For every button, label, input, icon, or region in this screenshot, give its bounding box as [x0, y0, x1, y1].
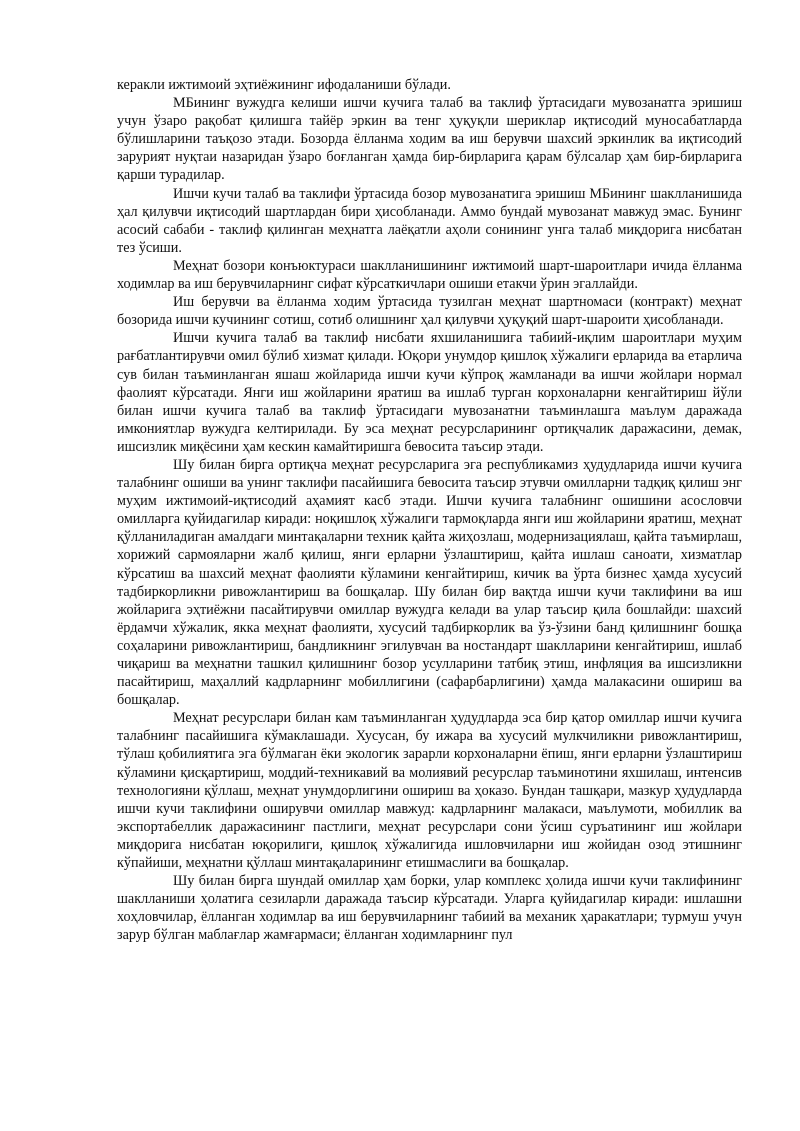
paragraph: Ишчи кучи талаб ва таклифи ўртасида бозор мувозанатига эришиш МБининг шаклланишида ҳал қилувчи иқтисодий шартлардан бири ҳисобланади. Аммо бундай мувозанат мавжуд эмас. Бунинг асосий сабаби - таклиф қилинган меҳнатга лаёқатли аҳоли сонининг унга талаб миқдорига нисбатан тез ўсиши.: [117, 185, 742, 256]
paragraph: Шу билан бирга ортиқча меҳнат ресурсларига эга республикамиз ҳудудларида ишчи кучига талабнинг ошиши ва унинг таклифи пасайишига бевосита таъсир этувчи омилларни тадқиқ қилиш энг муҳим ижтимоий-иқтисодий аҳамият касб этади. Ишчи кучига талабнинг ошишини асословчи омилларга қуйидагилар киради: ноқишлоқ хўжалиги тармоқларда янги иш жойларини яратиш, меҳнат қўлланиладиган амалдаги минтақаларни техник қайта жиҳозлаш, модернизациялаш, қайта таъмирлаш, хорижий сармояларни жалб қилиш, янги ерларни ўзлаштириш, қайта ишлаш саноати, хизматлар кўрсатиш ва шахсий меҳнат фаолияти кўламини кенгайтириш, кичик ва ўрта бизнес ҳамда хусусий тадбиркорликни ривожлантириш ва бошқалар. Шу билан бир вақтда ишчи кучи таклифини ва иш жойларига эҳтиёжни пасайтирувчи омиллар вужудга келади ва улар таъсир қила бошлайди: шахсий ёрдамчи хўжалик, якка меҳнат фаолияти, хусусий тадбиркорлик ва ўз-ўзини банд қилишнинг бошқа соҳаларини ривожлантириш, бандликнинг эгилувчан ва ностандарт шаклларини кенгайтириш, ишлаб чиқариш ва меҳнатни ташкил қилишнинг бозор усулларини татбиқ этиш, инфляция ва ишсизликни пасайтириш, маҳаллий кадрларнинг мобиллигини (сафарбарлигини) ҳамда малакасини ошириш ва бошқалар.: [117, 456, 742, 709]
paragraph: МБининг вужудга келиши ишчи кучига талаб ва таклиф ўртасидаги мувозанатга эришиш учун ўзаро рақобат қилишга тайёр эркин ва тенг ҳуқуқли шериклар иқтисодий муносабатларда бўлишларини таъқозо этади. Бозорда ёлланма ходим ва иш берувчи шахсий эркинлик ва иқтисодий зарурият нуқтаи назаридан ўзаро боғланган ҳамда бир-бирларига қарам бўлсалар ҳам бир-бирларига қарши турадилар.: [117, 95, 742, 184]
paragraph: Ишчи кучига талаб ва таклиф нисбати яхшиланишига табиий-иқлим шароитлари муҳим рағбатлантирувчи омил бўлиб хизмат қилади. Юқори унумдор қишлоқ хўжалиги ерларида ва етарлича сув билан таъминланган яшаш жойларида ишчи кучи кўпроқ жамланади ва ишчи жойлари нормал фаолият кўрсатади. Янги иш жойларини яратиш ва ишлаб турган корхоналарни кенгайтириш йўли билан ишчи кучига талаб ва таклиф ўртасидаги мувозанатни таъминлашга маълум даражада имкониятлар вужудга келтирилади. Бу эса меҳнат ресурсларининг ортиқчалик даражасини, демак, ишсизлик миқёсини ҳам кескин камайтиришга бевосита таъсир этади.: [117, 330, 742, 455]
paragraph: Шу билан бирга шундай омиллар ҳам борки, улар комплекс ҳолида ишчи кучи таклифининг шаклланиши ҳолатига сезиларли даражада таъсир кўрсатади. Уларга қуйидагилар киради: ишлашни хоҳловчилар, ёлланган ходимлар ва иш берувчиларнинг табиий ва механик ҳаракатлари; турмуш учун зарур бўлган маблағлар жамғармаси; ёлланган ходимларнинг пул: [117, 873, 742, 944]
paragraph: Иш берувчи ва ёлланма ходим ўртасида тузилган меҳнат шартномаси (контракт) меҳнат бозорида ишчи кучининг сотиш, сотиб олишнинг ҳал қилувчи ҳуқуқий шарт-шароити ҳисобланади.: [117, 294, 742, 329]
paragraph: Меҳнат ресурслари билан кам таъминланган ҳудудларда эса бир қатор омиллар ишчи кучига талабнинг пасайишига кўмаклашади. Хусусан, бу ижара ва хусусий мулкчиликни ривожлантириш, тўлаш қобилиятига эга бўлмаган ёки экологик зарарли корхоналарни ёпиш, янги ерларни ўзлаштириш кўламини қисқартириш, моддий-техникавий ва молиявий ресурслар таъминотини яхшилаш, интенсив технологияни қўллаш, меҳнат унумдорлигини ошириш ва ҳоказо. Бундан ташқари, мазкур ҳудудларда ишчи кучи таклифини оширувчи омиллар мавжуд: кадрларнинг малакаси, маълумоти, мобиллик ва экспортабеллик даражасининг пастлиги, меҳнат ресурслари сони ўсиш суръатининг иш жойлари миқдорига нисбатан юқорилиги, қишлоқ хўжалигида ишловчиларни иш жойидан озод этишнинг кўпайиши, меҳнатни қўллаш минтақаларининг етишмаслиги ва бошқалар.: [117, 710, 742, 872]
document-page: [117, 76, 742, 945]
paragraph-continuation: керакли ижтимоий эҳтиёжининг ифодаланиши бўлади.: [117, 77, 451, 93]
paragraph: Меҳнат бозори конъюктураси шаклланишининг ижтимоий шарт-шароитлари ичида ёлланма ходимлар ва иш берувчиларнинг сифат кўрсаткичлари ошиши етакчи ўрин эгаллайди.: [117, 257, 742, 293]
